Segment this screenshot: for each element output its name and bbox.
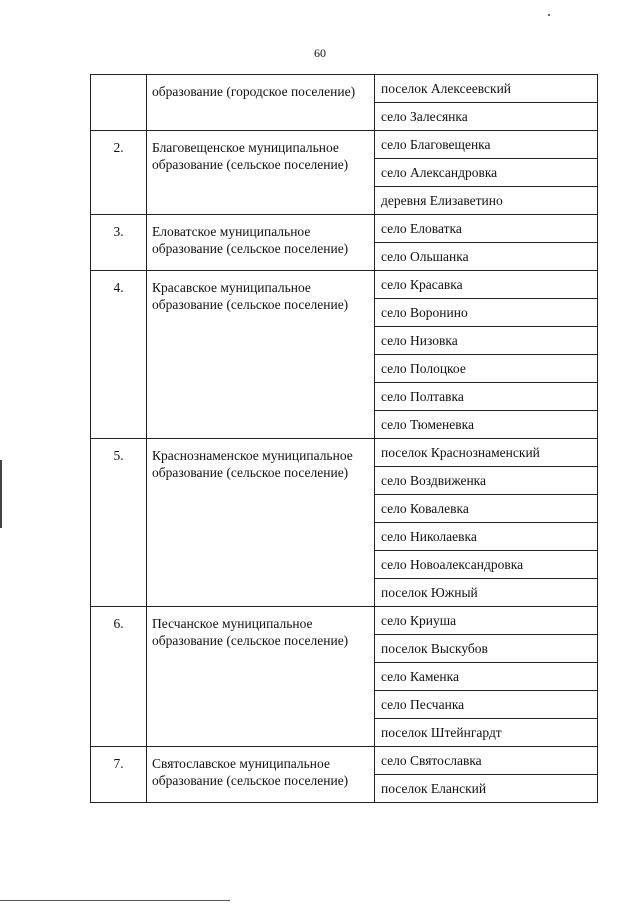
settlement-name: село Еловатка — [375, 215, 598, 243]
page-number: 60 — [314, 46, 326, 60]
table-row — [91, 271, 598, 299]
row-number: 6. — [91, 607, 147, 747]
row-number: 4. — [91, 271, 147, 439]
municipality-name: Благовещенское муниципальное образование (сельское поселение) — [147, 131, 375, 215]
municipality-name: Еловатское муниципальное образование (сельское поселение) — [147, 215, 375, 271]
row-number: 3. — [91, 215, 147, 271]
row-number — [91, 75, 147, 131]
table-row — [91, 75, 598, 103]
scan-artifact-dot — [548, 14, 550, 16]
row-number: 2. — [91, 131, 147, 215]
settlement-name: село Новоалександровка — [375, 551, 598, 579]
settlement-name: деревня Елизаветино — [375, 187, 598, 215]
settlement-name: село Полтавка — [375, 383, 598, 411]
table-row — [91, 607, 598, 635]
settlement-name: село Криуша — [375, 607, 598, 635]
municipality-name: образование (городское поселение) — [147, 75, 375, 131]
settlement-name: поселок Еланский — [375, 775, 598, 803]
settlement-name: село Песчанка — [375, 691, 598, 719]
settlement-name: село Ольшанка — [375, 243, 598, 271]
table-row — [91, 131, 598, 159]
settlement-name: село Ковалевка — [375, 495, 598, 523]
scan-artifact-left-bar — [0, 460, 2, 528]
settlement-name: село Благовещенка — [375, 131, 598, 159]
settlement-name: село Воздвиженка — [375, 467, 598, 495]
row-number: 7. — [91, 747, 147, 803]
table-row — [91, 747, 598, 775]
municipality-name: Краснознаменское муниципальное образование (сельское поселение) — [147, 439, 375, 607]
municipality-name: Песчанское муниципальное образование (сельское поселение) — [147, 607, 375, 747]
settlement-name: поселок Алексеевский — [375, 75, 598, 103]
settlement-name: село Полоцкое — [375, 355, 598, 383]
settlement-name: село Николаевка — [375, 523, 598, 551]
table-row — [91, 215, 598, 243]
municipality-name: Красавское муниципальное образование (сельское поселение) — [147, 271, 375, 439]
settlement-name: поселок Выскубов — [375, 635, 598, 663]
row-number: 5. — [91, 439, 147, 607]
municipality-name: Святославское муниципальное образование (сельское поселение) — [147, 747, 375, 803]
settlement-name: село Воронино — [375, 299, 598, 327]
settlement-name: село Александровка — [375, 159, 598, 187]
settlements-table-body — [91, 75, 598, 803]
settlement-name: село Низовка — [375, 327, 598, 355]
settlements-table — [90, 74, 598, 803]
settlement-name: село Святославка — [375, 747, 598, 775]
table-row — [91, 439, 598, 467]
settlement-name: село Залесянка — [375, 103, 598, 131]
settlement-name: поселок Южный — [375, 579, 598, 607]
scan-artifact-bottom-line — [0, 900, 230, 901]
settlement-name: село Красавка — [375, 271, 598, 299]
settlement-name: село Каменка — [375, 663, 598, 691]
settlement-name: село Тюменевка — [375, 411, 598, 439]
settlement-name: поселок Краснознаменский — [375, 439, 598, 467]
settlement-name: поселок Штейнгардт — [375, 719, 598, 747]
